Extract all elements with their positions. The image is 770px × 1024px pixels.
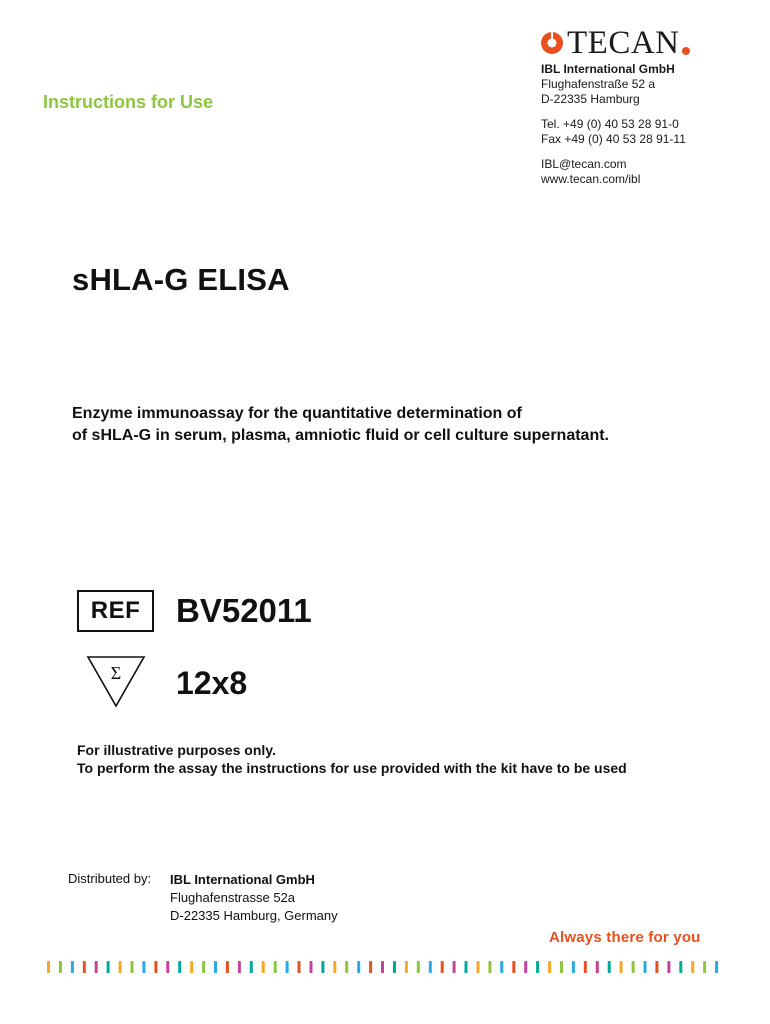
stripe-mark xyxy=(381,961,384,973)
address-company: IBL International GmbH xyxy=(541,62,675,76)
sigma-triangle-icon xyxy=(86,654,146,708)
stripe-mark xyxy=(429,961,432,973)
address-city: D-22335 Hamburg xyxy=(541,92,640,106)
company-address xyxy=(541,62,686,187)
stripe-mark xyxy=(131,961,134,973)
tecan-logo-text: TECAN xyxy=(567,25,680,61)
stripe-mark xyxy=(417,961,420,973)
stripe-mark xyxy=(298,961,301,973)
description-line-2: of sHLA-G in serum, plasma, amniotic fluid or cell culture supernatant. xyxy=(72,427,609,444)
stripe-mark xyxy=(465,961,468,973)
stripe-mark xyxy=(715,961,718,973)
stripe-mark xyxy=(286,961,289,973)
stripe-mark xyxy=(500,961,503,973)
stripe-mark xyxy=(572,961,575,973)
ref-symbol-box: REF xyxy=(77,590,154,632)
stripe-mark xyxy=(226,961,229,973)
stripe-mark xyxy=(119,961,122,973)
stripe-mark xyxy=(59,961,62,973)
address-web[interactable]: www.tecan.com/ibl xyxy=(541,172,641,186)
address-email[interactable]: IBL@tecan.com xyxy=(541,157,627,171)
ref-value: BV52011 xyxy=(176,592,312,629)
stripe-mark xyxy=(405,961,408,973)
stripe-mark xyxy=(214,961,217,973)
distributor-company: IBL International GmbH xyxy=(170,872,315,887)
stripe-mark xyxy=(644,961,647,973)
decorative-stripe-bar xyxy=(45,960,725,974)
stripe-mark xyxy=(238,961,241,973)
stripe-mark xyxy=(453,961,456,973)
distributor-street: Flughafenstrasse 52a xyxy=(170,890,296,905)
stripe-mark xyxy=(166,961,169,973)
stripe-mark xyxy=(691,961,694,973)
stripe-mark xyxy=(632,961,635,973)
stripe-mark xyxy=(512,961,515,973)
instructions-for-use-label: Instructions for Use xyxy=(43,92,214,112)
stripe-mark xyxy=(560,961,563,973)
stripe-mark xyxy=(667,961,670,973)
stripe-mark xyxy=(548,961,551,973)
stripe-mark xyxy=(393,961,396,973)
sigma-symbol: Σ xyxy=(110,663,122,683)
stripe-mark xyxy=(95,961,98,973)
tecan-logo-mark-icon xyxy=(540,31,564,55)
stripe-mark xyxy=(477,961,480,973)
note-line-2: To perform the assay the instructions for use provided with the kit have to be used xyxy=(77,760,627,776)
illustrative-note xyxy=(77,741,627,777)
quantity-value: 12x8 xyxy=(176,665,248,701)
distributed-by-label: Distributed by: xyxy=(68,871,152,886)
tagline: Always there for you xyxy=(549,929,701,946)
stripe-mark xyxy=(655,961,658,973)
note-line-1: For illustrative purposes only. xyxy=(77,742,276,758)
stripe-mark xyxy=(441,961,444,973)
stripe-mark xyxy=(274,961,277,973)
stripe-mark xyxy=(190,961,193,973)
address-tel: Tel. +49 (0) 40 53 28 91-0 xyxy=(541,117,679,131)
stripe-mark xyxy=(608,961,611,973)
stripe-mark xyxy=(524,961,527,973)
stripe-mark xyxy=(47,961,50,973)
stripe-mark xyxy=(596,961,599,973)
tecan-logo xyxy=(540,26,690,60)
description-line-1: Enzyme immunoassay for the quantitative determination of xyxy=(72,405,522,422)
stripe-mark xyxy=(250,961,253,973)
distributor-city: D-22335 Hamburg, Germany xyxy=(170,908,338,923)
product-description xyxy=(72,403,609,447)
stripe-mark xyxy=(584,961,587,973)
stripe-mark xyxy=(369,961,372,973)
stripe-mark xyxy=(620,961,623,973)
stripe-mark xyxy=(154,961,157,973)
stripe-mark xyxy=(333,961,336,973)
stripe-mark xyxy=(71,961,74,973)
stripe-mark xyxy=(262,961,265,973)
stripe-mark xyxy=(321,961,324,973)
stripe-mark xyxy=(142,961,145,973)
stripe-mark xyxy=(202,961,205,973)
stripe-mark xyxy=(679,961,682,973)
stripe-mark xyxy=(310,961,313,973)
address-street: Flughafenstraße 52 a xyxy=(541,77,656,91)
stripe-mark xyxy=(536,961,539,973)
stripe-mark xyxy=(345,961,348,973)
stripe-mark xyxy=(83,961,86,973)
stripe-mark xyxy=(178,961,181,973)
tecan-logo-dot-icon xyxy=(682,47,690,55)
product-title: sHLA-G ELISA xyxy=(72,262,290,297)
address-fax: Fax +49 (0) 40 53 28 91-11 xyxy=(541,132,686,146)
distributor-address xyxy=(170,871,338,925)
stripe-mark xyxy=(488,961,491,973)
stripe-mark xyxy=(107,961,110,973)
stripe-mark xyxy=(703,961,706,973)
stripe-mark xyxy=(357,961,360,973)
